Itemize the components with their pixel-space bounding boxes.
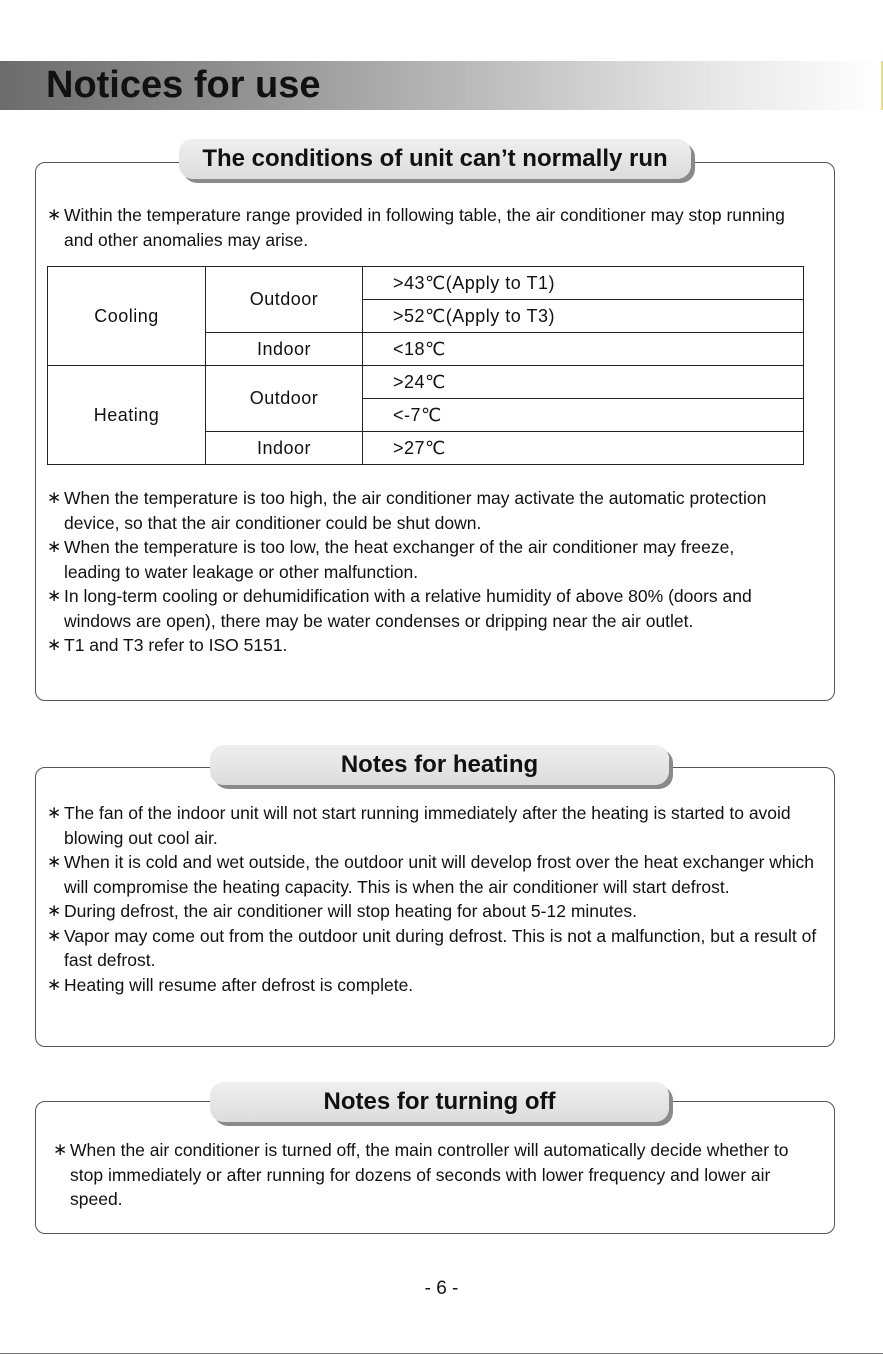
list-item <box>47 973 817 998</box>
bullet-icon: ∗ <box>47 925 62 945</box>
heating-heading <box>210 745 669 785</box>
bullet-icon: ∗ <box>47 803 62 822</box>
note-text: In long-term cooling or dehumidification with a relative humidity of above 80% (doors and windows are open), there may be water condenses or dripping near the air outlet. <box>64 586 752 631</box>
cooling-outdoor-cell: Outdoor <box>206 267 363 333</box>
note-text: Vapor may come out from the outdoor unit during defrost. This is not a malfunction, but a result of fast defrost. <box>64 925 817 970</box>
note-text: During defrost, the air conditioner will stop heating for about 5-12 minutes. <box>64 901 637 921</box>
cooling-indoor-value-cell: <18℃ <box>363 333 804 366</box>
footer-rule <box>0 1353 883 1354</box>
note-text: Heating will resume after defrost is complete. <box>64 974 414 995</box>
bullet-icon: ∗ <box>47 974 62 994</box>
conditions-heading <box>179 139 691 179</box>
turning-off-heading-text: Notes for turning off <box>323 1088 556 1115</box>
list-item <box>47 850 817 899</box>
table-row <box>48 267 804 300</box>
heating-outdoor-high-cell: >24℃ <box>363 366 804 399</box>
conditions-intro <box>47 203 787 252</box>
heating-heading-text: Notes for heating <box>340 751 539 778</box>
turning-off-notes <box>53 1138 825 1212</box>
heating-indoor-cell: Indoor <box>206 432 363 465</box>
list-item <box>47 203 787 252</box>
bullet-icon: ∗ <box>47 635 62 654</box>
cooling-cell: Cooling <box>48 267 206 366</box>
conditions-table <box>47 266 804 465</box>
bullet-icon: ∗ <box>53 1140 68 1159</box>
intro-text: Within the temperature range provided in following table, the air conditioner may stop running and other anomalies may arise. <box>64 205 785 250</box>
turning-off-heading <box>210 1082 669 1122</box>
heating-cell: Heating <box>48 366 206 465</box>
cooling-outdoor-t1-cell: >43℃(Apply to T1) <box>363 267 804 300</box>
note-text: When the temperature is too high, the air conditioner may activate the automatic protection device, so that the air conditioner could be shut down. <box>64 488 767 533</box>
heating-indoor-value-cell: >27℃ <box>363 432 804 465</box>
bullet-icon: ∗ <box>47 205 62 224</box>
list-item <box>47 801 817 850</box>
list-item <box>53 1138 825 1212</box>
list-item <box>47 899 817 924</box>
list-item <box>47 584 787 633</box>
heating-outdoor-cell: Outdoor <box>206 366 363 432</box>
heating-outdoor-low-cell: <-7℃ <box>363 399 804 432</box>
list-item <box>47 633 787 658</box>
cooling-indoor-cell: Indoor <box>206 333 363 366</box>
list-item <box>47 924 817 973</box>
conditions-notes <box>47 486 787 658</box>
note-text: When the air conditioner is turned off, the main controller will automatically decide whether to stop immediately or after running for dozens of seconds with lower frequency and lower air speed. <box>70 1140 789 1209</box>
note-text: T1 and T3 refer to ISO 5151. <box>64 635 288 655</box>
note-text: When the temperature is too low, the heat exchanger of the air conditioner may freeze, leading to water leakage or other malfunction. <box>64 537 735 582</box>
bullet-icon: ∗ <box>47 537 62 556</box>
bullet-icon: ∗ <box>47 901 62 920</box>
bullet-icon: ∗ <box>47 852 62 871</box>
note-text: When it is cold and wet outside, the outdoor unit will develop frost over the heat exchanger which will compromise the heating capacity. This is when the air conditioner will start defrost. <box>64 852 815 897</box>
page-number: - 6 - <box>424 1278 459 1299</box>
list-item <box>47 486 787 535</box>
heating-notes <box>47 801 817 997</box>
note-text: The fan of the indoor unit will not start running immediately after the heating is started to avoid blowing out cool air. <box>64 803 791 848</box>
conditions-heading-text: The conditions of unit can’t normally run <box>202 145 668 172</box>
list-item <box>47 535 787 584</box>
bullet-icon: ∗ <box>47 586 62 605</box>
bullet-icon: ∗ <box>47 488 62 507</box>
cooling-outdoor-t3-cell: >52℃(Apply to T3) <box>363 300 804 333</box>
page-title: Notices for use <box>46 64 321 106</box>
table-row <box>48 366 804 399</box>
